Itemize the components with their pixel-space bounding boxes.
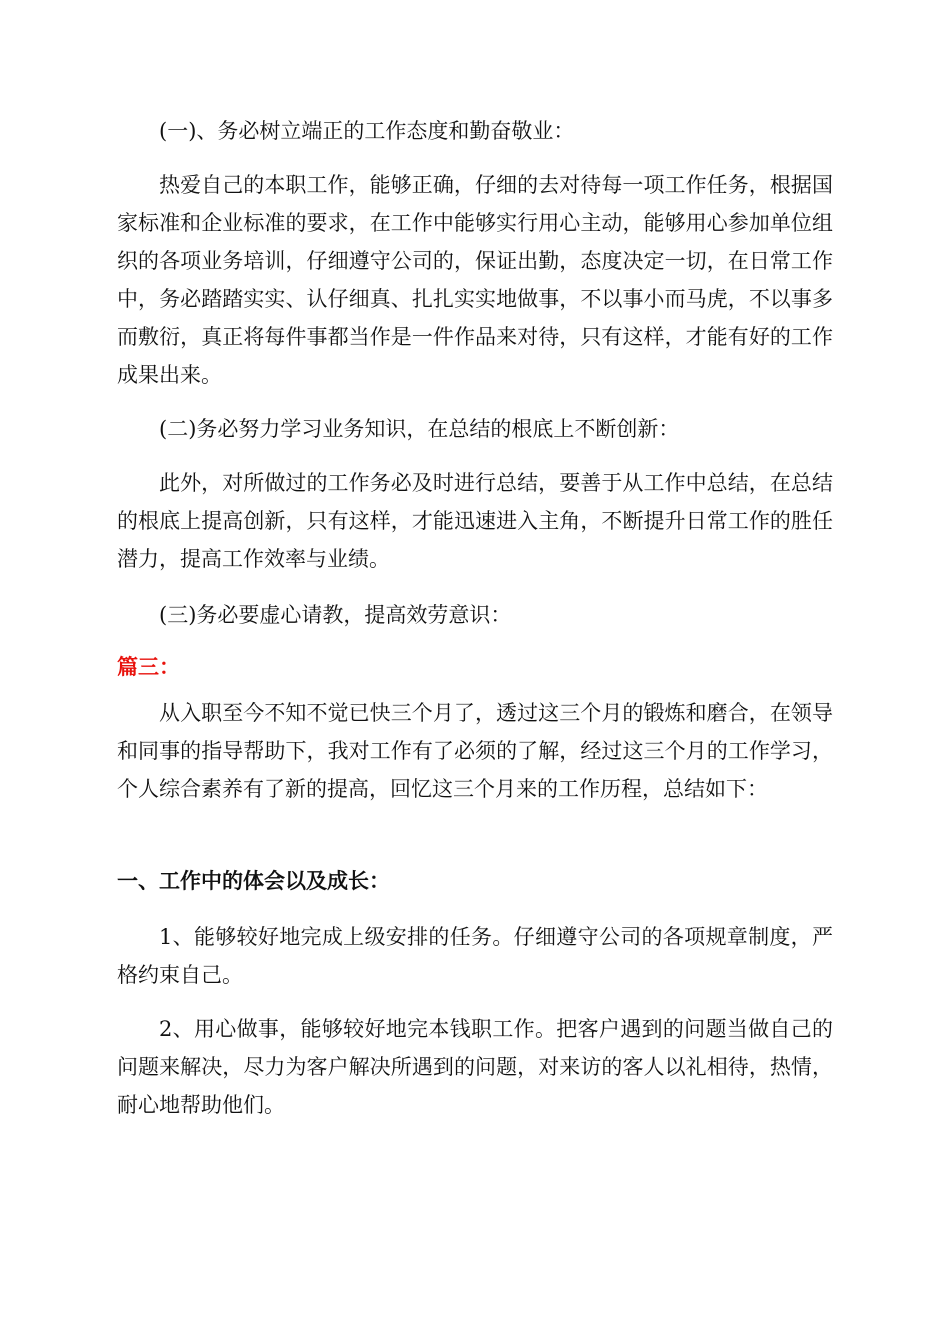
chapter-title: 篇三：: [117, 654, 180, 679]
list-item-two: 2、用心做事，能够较好地完本钱职工作。把客户遇到的问题当做自己的问题来解决，尽力为客户解决所遇到的问题，对来访的客人以礼相待，热情，耐心地帮助他们。: [117, 1017, 833, 1117]
list-item-one: 1、能够较好地完成上级安排的任务。仔细遵守公司的各项规章制度，严格约束自己。: [117, 925, 833, 987]
section-heading-one: (一)、务必树立端正的工作态度和勤奋敬业：: [159, 119, 575, 143]
section-heading-three: (三)务必要虚心请教，提高效劳意识：: [159, 603, 512, 627]
body-paragraph-summary: 此外，对所做过的工作务必及时进行总结，要善于从工作中总结，在总结的根底上提高创新，只有这样，才能迅速进入主角，不断提升日常工作的胜任潜力，提高工作效率与业绩。: [117, 471, 833, 571]
subsection-title: 一、工作中的体会以及成长：: [117, 868, 390, 893]
section-heading-two: (二)务必努力学习业务知识，在总结的根底上不断创新：: [159, 417, 680, 441]
body-paragraph-intro: 从入职至今不知不觉已快三个月了，透过这三个月的锻炼和磨合，在领导和同事的指导帮助下，我对工作有了必须的了解，经过这三个月的工作学习，个人综合素养有了新的提高，回忆这三个月来的工作历程，总结如下：: [117, 701, 833, 801]
body-paragraph-work-attitude: 热爱自己的本职工作，能够正确，仔细的去对待每一项工作任务，根据国家标准和企业标准的要求，在工作中能够实行用心主动，能够用心参加单位组织的各项业务培训，仔细遵守公司的，保证出勤，态度决定一切，在日常工作中，务必踏踏实实、认仔细真、扎扎实实地做事，不以事小而马虎，不以事多而敷衍，真正将每件事都当作是一件作品来对待，只有这样，才能有好的工作成果出来。: [117, 173, 833, 387]
